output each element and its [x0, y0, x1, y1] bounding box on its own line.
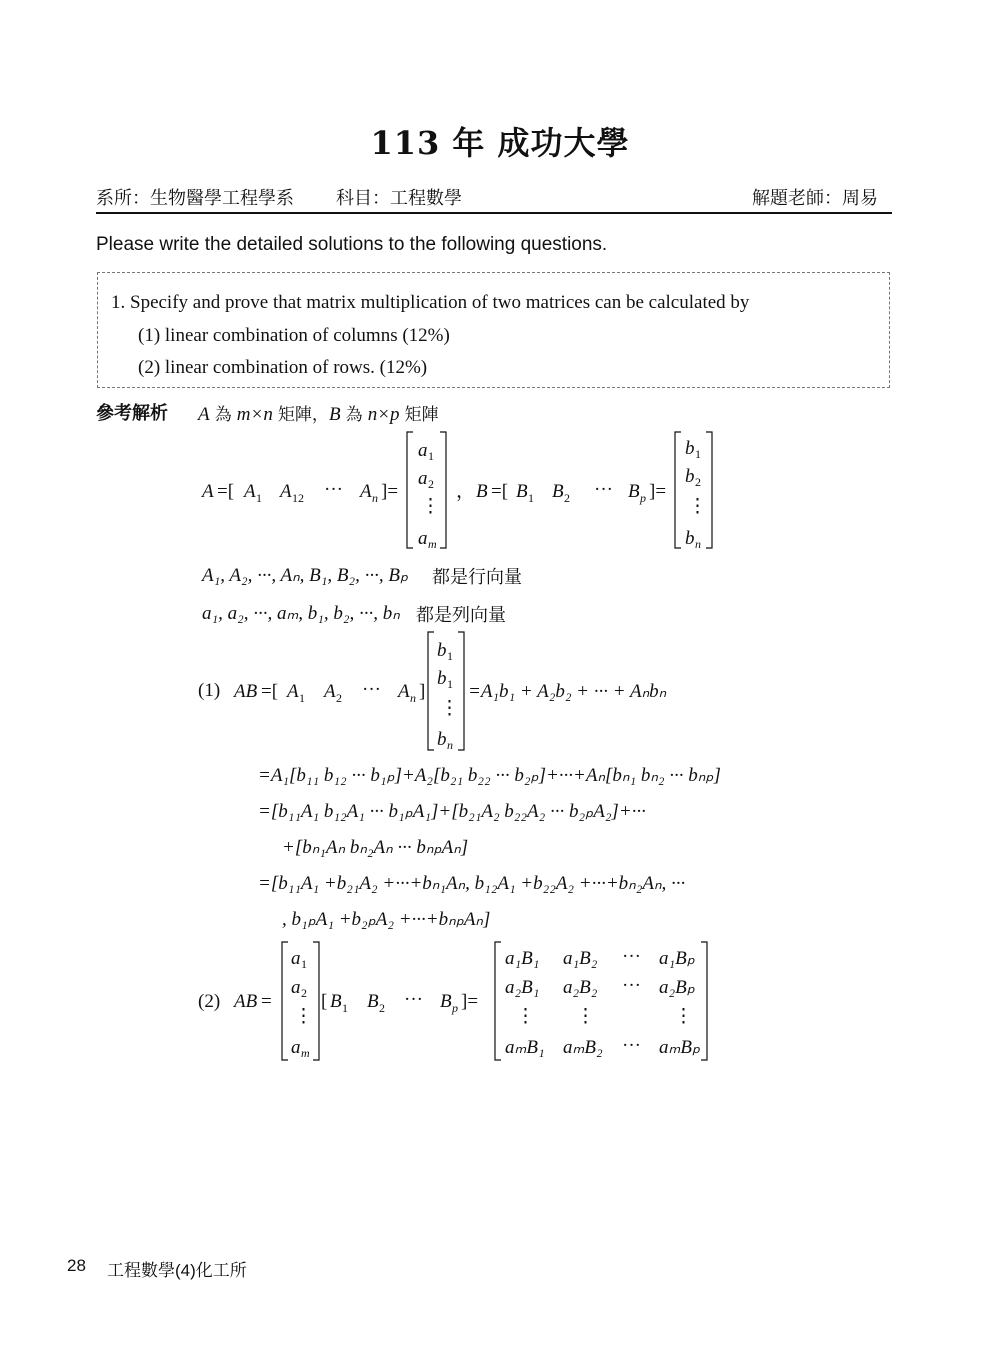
given-b: B	[328, 404, 341, 425]
svg-text:A: A	[360, 481, 372, 502]
svg-text:···: ···	[404, 989, 423, 1010]
svg-text:⋮: ⋮	[516, 1006, 535, 1027]
svg-text:a₂Bₚ: a₂Bₚ	[659, 977, 695, 998]
svg-text:a₁B₂: a₁B₂	[563, 948, 598, 969]
svg-text:1: 1	[447, 677, 453, 691]
question-line-1: 1. Specify and prove that matrix multiplication of two matrices can be calculated by	[111, 292, 750, 313]
part-2-label: (2)	[198, 991, 221, 1012]
given-a: A	[198, 404, 210, 425]
svg-text:···: ···	[324, 479, 343, 500]
book-title: 工程數學(4)化工所	[107, 1261, 247, 1280]
page-title: 113 年 成功大學	[370, 124, 630, 162]
svg-text:a: a	[418, 440, 428, 461]
svg-text:a: a	[291, 977, 301, 998]
svg-text:aₘB₂: aₘB₂	[563, 1037, 603, 1058]
svg-text:⋮: ⋮	[440, 698, 459, 719]
svg-text:2: 2	[695, 475, 701, 489]
svg-text:1: 1	[301, 957, 307, 971]
svg-text:a: a	[418, 528, 428, 549]
svg-text:b: b	[685, 438, 695, 459]
part-1-equation	[232, 632, 667, 752]
svg-text:2: 2	[336, 691, 342, 705]
svg-text:，: ，	[456, 481, 476, 502]
svg-text:b: b	[437, 668, 447, 689]
svg-text:, b₁ₚA₁ +b₂ₚA₂ +···+bₙₚAₙ]: , b₁ₚA₁ +b₂ₚA₂ +···+bₙₚAₙ]	[282, 909, 491, 930]
svg-text:B: B	[476, 481, 488, 502]
svg-text:a: a	[418, 468, 428, 489]
svg-text:···: ···	[622, 1035, 641, 1056]
svg-text:b: b	[437, 729, 447, 750]
svg-text:n: n	[695, 537, 701, 551]
svg-text:B: B	[440, 991, 452, 1012]
subject-label: 科目：工程數學	[336, 188, 462, 209]
svg-text:⋮: ⋮	[674, 1006, 693, 1027]
page-number: 28	[67, 1256, 86, 1275]
svg-text:=: =	[261, 991, 272, 1012]
svg-text:2: 2	[564, 491, 570, 505]
svg-text:⋮: ⋮	[576, 1006, 595, 1027]
svg-text:···: ···	[622, 975, 641, 996]
question-line-2: (1) linear combination of columns (12%)	[138, 325, 450, 346]
svg-text:···: ···	[622, 946, 641, 967]
part-1-label: (1)	[198, 680, 221, 701]
svg-text:b: b	[437, 640, 447, 661]
svg-text:=[b₁₁A₁ +b₂₁A₂ +···+bₙ₁Aₙ, b₁₂: =[b₁₁A₁ +b₂₁A₂ +···+bₙ₁Aₙ, b₁₂A₁ +b₂₂A₂ +···+bₙ₂Aₙ, ···	[258, 873, 686, 894]
definition-equation	[200, 432, 712, 551]
instruction-text: Please write the detailed solutions to the following questions.	[96, 234, 608, 255]
svg-text:A: A	[324, 681, 336, 702]
svg-text:]=: ]=	[649, 481, 667, 502]
svg-text:1: 1	[342, 1001, 348, 1015]
given-mn: m×n	[236, 404, 273, 425]
teacher-label: 解題老師：周易	[752, 188, 878, 209]
part-2-equation	[232, 942, 707, 1060]
svg-text:]: ]	[419, 681, 426, 702]
svg-text:=[: =[	[217, 481, 235, 502]
svg-text:=A₁[b₁₁ b₁₂ ··· b₁ₚ]+A₂[: =A₁[b₁₁ b₁₂ ··· b₁ₚ]+A₂[b₂₁ b₂₂ ··· b₂ₚ]+···+Aₙ[bₙ₁ bₙ₂ ··· bₙₚ]	[258, 765, 721, 786]
svg-text:2: 2	[301, 986, 307, 1000]
svg-text:a: a	[291, 948, 301, 969]
svg-text:1: 1	[299, 691, 305, 705]
column-vector-note: 都是行向量	[432, 567, 522, 588]
given-end: 矩陣	[404, 405, 439, 425]
row-vector-note: 都是列向量	[416, 605, 506, 626]
given-b-word: 為	[345, 405, 363, 425]
svg-text:n: n	[410, 691, 416, 705]
svg-text:1: 1	[447, 649, 453, 663]
svg-text:⋮: ⋮	[421, 496, 440, 517]
svg-text:AB: AB	[234, 991, 258, 1012]
svg-text:1: 1	[428, 449, 434, 463]
svg-text:B: B	[516, 481, 528, 502]
svg-text:=[: =[	[261, 681, 279, 702]
svg-text:B: B	[367, 991, 379, 1012]
svg-text:2: 2	[428, 477, 434, 491]
svg-text:···: ···	[594, 479, 613, 500]
svg-text:p: p	[640, 491, 646, 505]
svg-text:B: B	[330, 991, 342, 1012]
svg-text:1: 1	[695, 447, 701, 461]
svg-text:m: m	[428, 537, 437, 551]
svg-text:2: 2	[379, 1001, 385, 1015]
svg-text:B: B	[628, 481, 640, 502]
svg-text:b: b	[685, 466, 695, 487]
svg-text:12: 12	[292, 491, 304, 505]
row-vector-list: a₁, a₂, ···, aₘ, b₁, b₂, ···, bₙ	[202, 603, 400, 624]
svg-text:a₁B₁: a₁B₁	[505, 948, 540, 969]
svg-text:p: p	[452, 1001, 458, 1015]
svg-text:a₁Bₚ: a₁Bₚ	[659, 948, 695, 969]
svg-text:n: n	[447, 738, 453, 752]
given-a-word: 為	[214, 405, 232, 425]
svg-text:⋮: ⋮	[688, 496, 707, 517]
svg-text:⋮: ⋮	[294, 1006, 313, 1027]
svg-text:+[bₙ₁Aₙ bₙ₂Aₙ ··· bₙₚAₙ]: +[bₙ₁Aₙ bₙ₂Aₙ ··· bₙₚAₙ]	[282, 837, 469, 858]
svg-text:A: A	[244, 481, 256, 502]
svg-text:AB: AB	[234, 681, 258, 702]
svg-text:aₘBₚ: aₘBₚ	[659, 1037, 701, 1058]
svg-text:n: n	[372, 491, 378, 505]
svg-text:···: ···	[362, 679, 381, 700]
svg-text:aₘB₁: aₘB₁	[505, 1037, 545, 1058]
svg-text:A: A	[280, 481, 292, 502]
solution-label: 參考解析	[96, 403, 168, 424]
question-line-3: (2) linear combination of rows. (12%)	[138, 357, 428, 378]
column-vector-list: A₁, A₂, ···, Aₙ, B₁, B₂, ···, Bₚ	[202, 565, 409, 586]
svg-text:a: a	[291, 1037, 301, 1058]
svg-text:1: 1	[528, 491, 534, 505]
svg-text:=[b₁₁A₁ b₁₂A₁ ··· b₁ₚA₁]: =[b₁₁A₁ b₁₂A₁ ··· b₁ₚA₁]+[b₂₁A₂ b₂₂A₂ ··· b₂ₚA₂]+···	[258, 801, 646, 822]
svg-text:=[: =[	[491, 481, 509, 502]
svg-text:A: A	[398, 681, 410, 702]
svg-text:a₂B₁: a₂B₁	[505, 977, 540, 998]
part-1-expansion	[258, 765, 721, 930]
svg-text:]=: ]=	[461, 991, 479, 1012]
svg-text:a₂B₂: a₂B₂	[563, 977, 598, 998]
department-label: 系所：生物醫學工程學系	[96, 188, 294, 209]
svg-text:A: A	[287, 681, 299, 702]
svg-text:b: b	[685, 528, 695, 549]
svg-text:=A₁b₁ + A₂b₂ + ··· + Aₙbₙ: =A₁b₁ + A₂b₂ + ··· + Aₙbₙ	[468, 681, 667, 702]
svg-text:m: m	[301, 1046, 310, 1060]
svg-text:[: [	[321, 991, 328, 1012]
svg-text:A: A	[202, 481, 214, 502]
svg-text:]=: ]=	[381, 481, 399, 502]
given-np: n×p	[367, 404, 400, 425]
given-mid: 矩陣，	[277, 405, 329, 425]
svg-text:B: B	[552, 481, 564, 502]
svg-text:1: 1	[256, 491, 262, 505]
